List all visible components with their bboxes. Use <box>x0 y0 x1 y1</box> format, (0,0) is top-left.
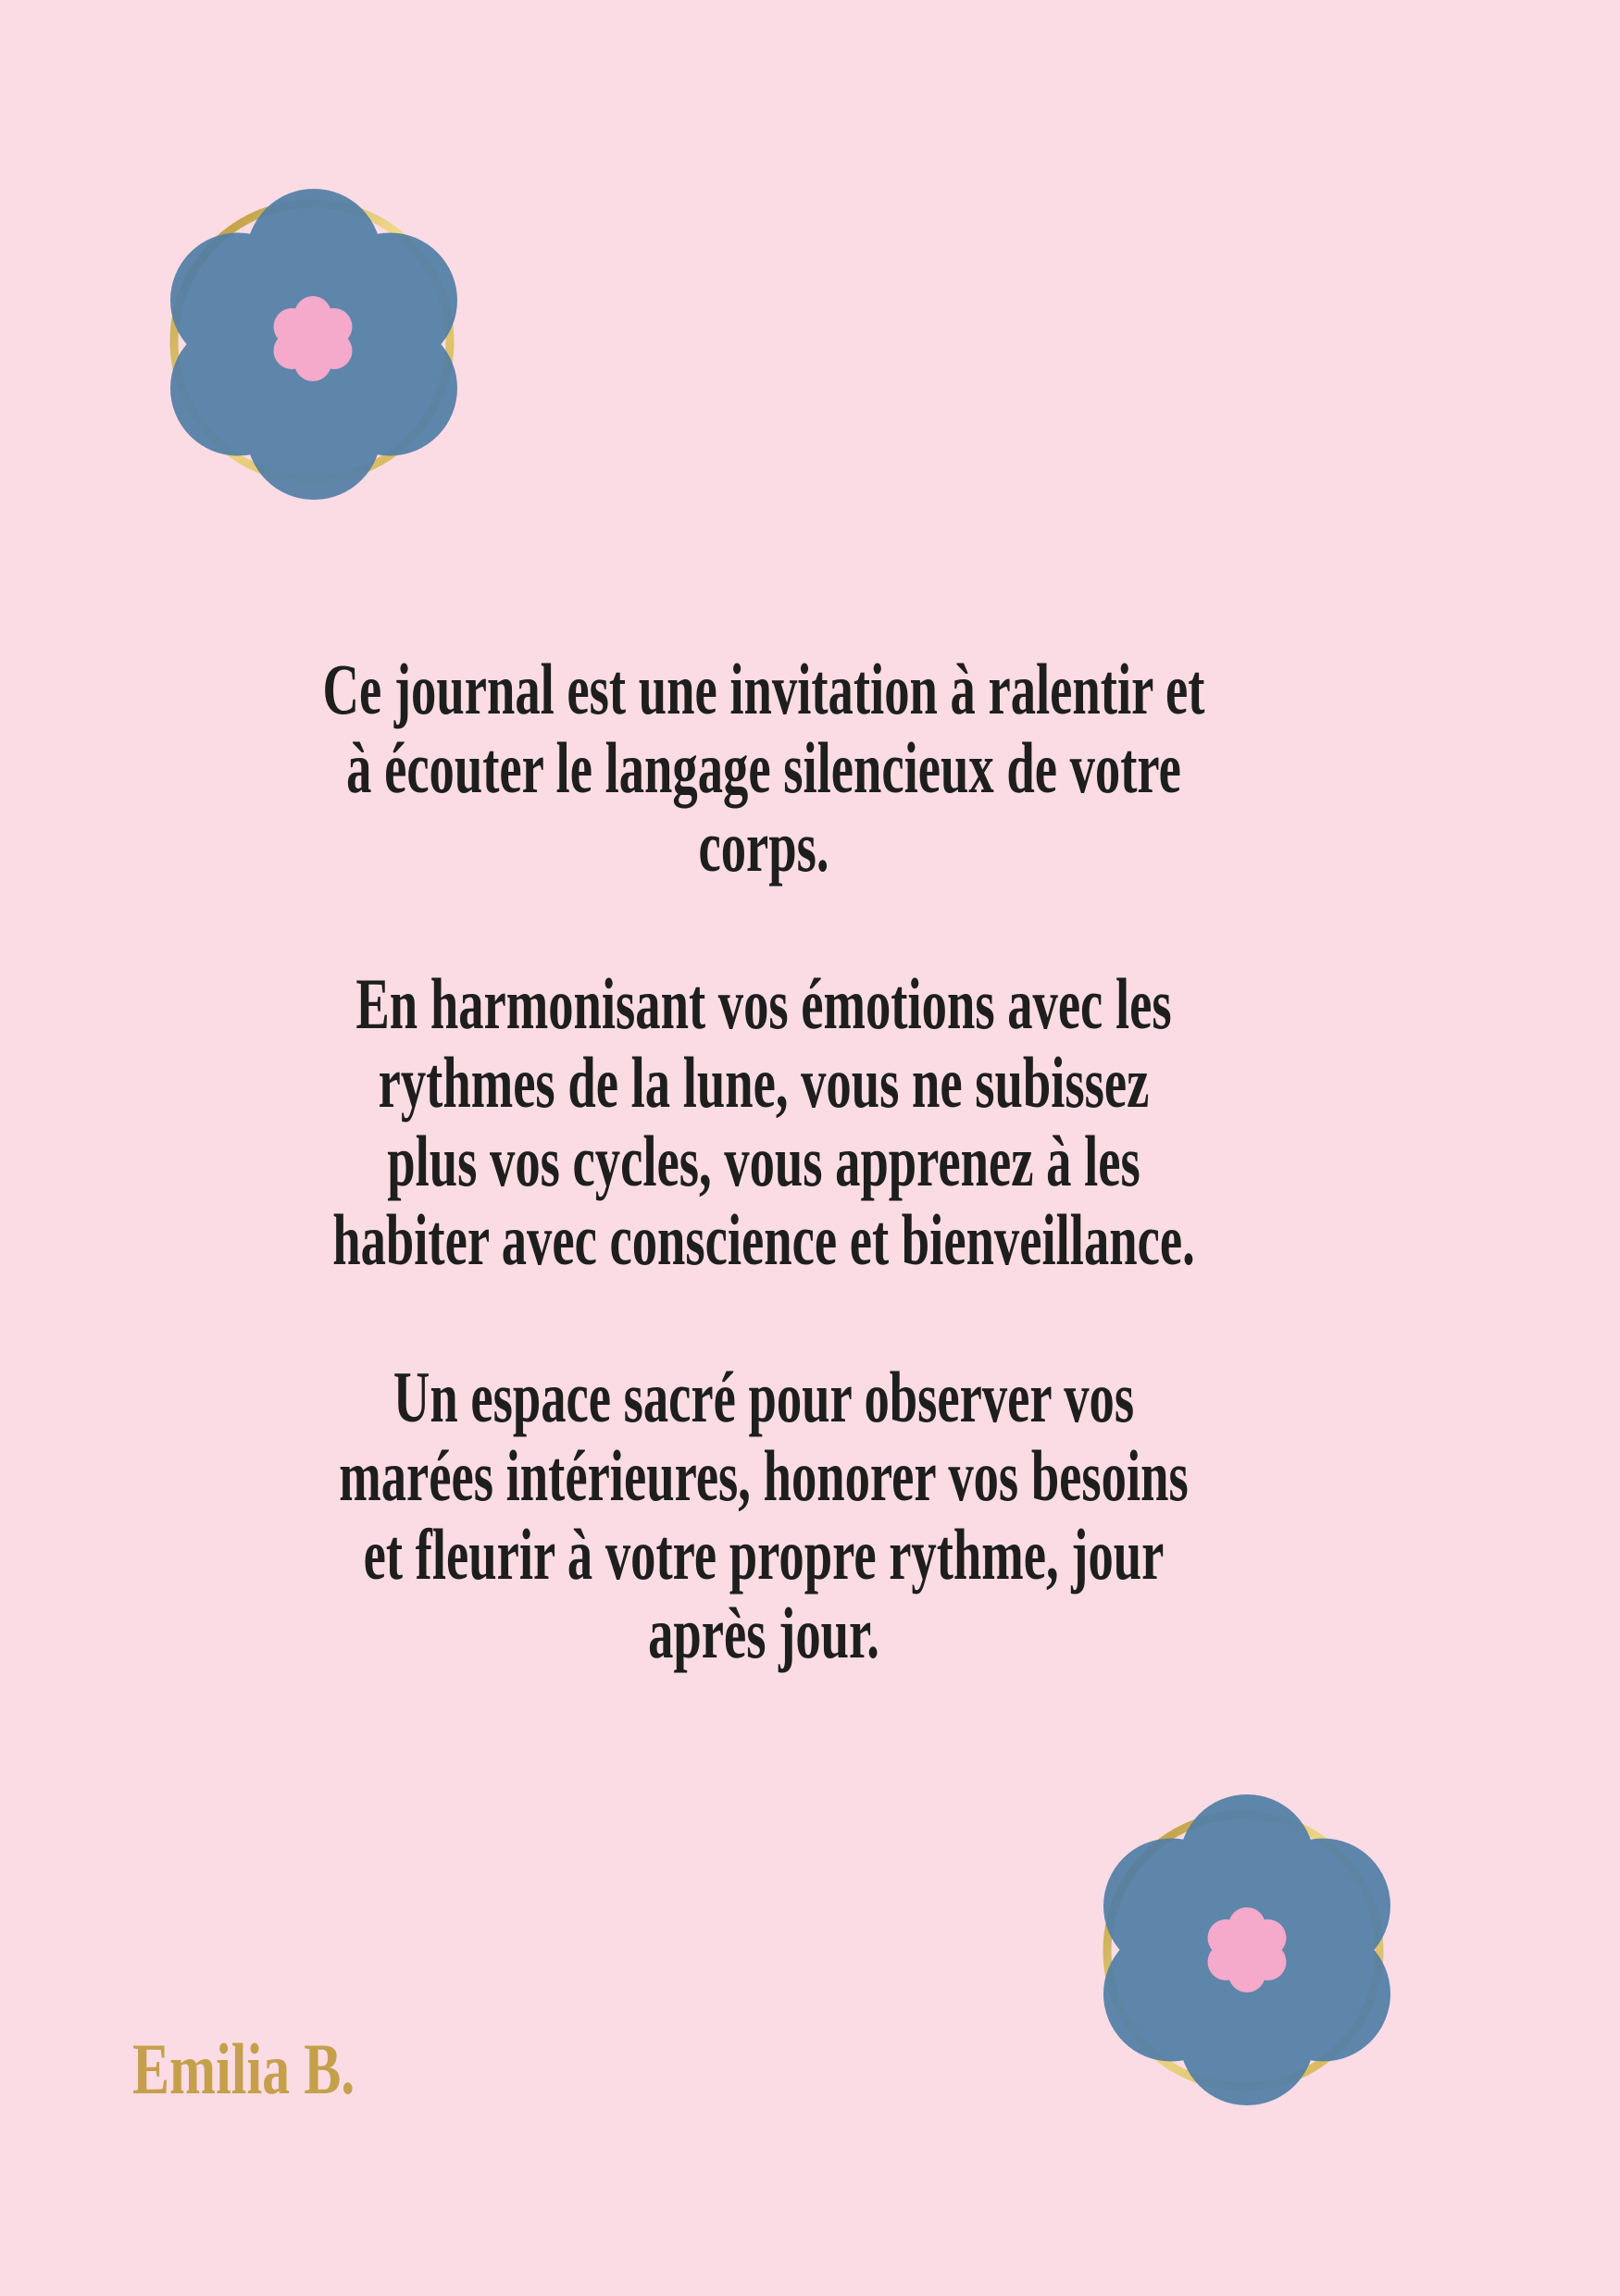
text-line: rythmes de la lune, vous ne subissez <box>378 1042 1150 1123</box>
paragraph-3 <box>213 1358 1315 1672</box>
text-line: corps. <box>698 806 829 887</box>
text-line: plus vos cycles, vous apprenez à les <box>387 1121 1140 1201</box>
text-line: marées intérieures, honorer vos besoins <box>339 1435 1189 1516</box>
text-line: après jour. <box>648 1593 879 1673</box>
flower-ornament-top-left <box>147 178 480 511</box>
text-line: Un espace sacré pour observer vos <box>393 1357 1135 1437</box>
text-line: habiter avec conscience et bienveillance. <box>332 1199 1195 1280</box>
intro-text-block <box>213 650 1315 1672</box>
text-line: et fleurir à votre propre rythme, jour <box>363 1514 1165 1595</box>
paragraph-2 <box>213 964 1315 1279</box>
signature: Emilia B. <box>132 2029 355 2109</box>
text-line: En harmonisant vos émotions avec les <box>355 963 1172 1044</box>
paragraph-1 <box>213 650 1315 886</box>
flower-ornament-bottom-right <box>1080 1783 1414 2116</box>
text-line: Ce journal est une invitation à ralentir et <box>322 649 1205 729</box>
text-line: à écouter le langage silencieux de votre <box>346 727 1181 808</box>
